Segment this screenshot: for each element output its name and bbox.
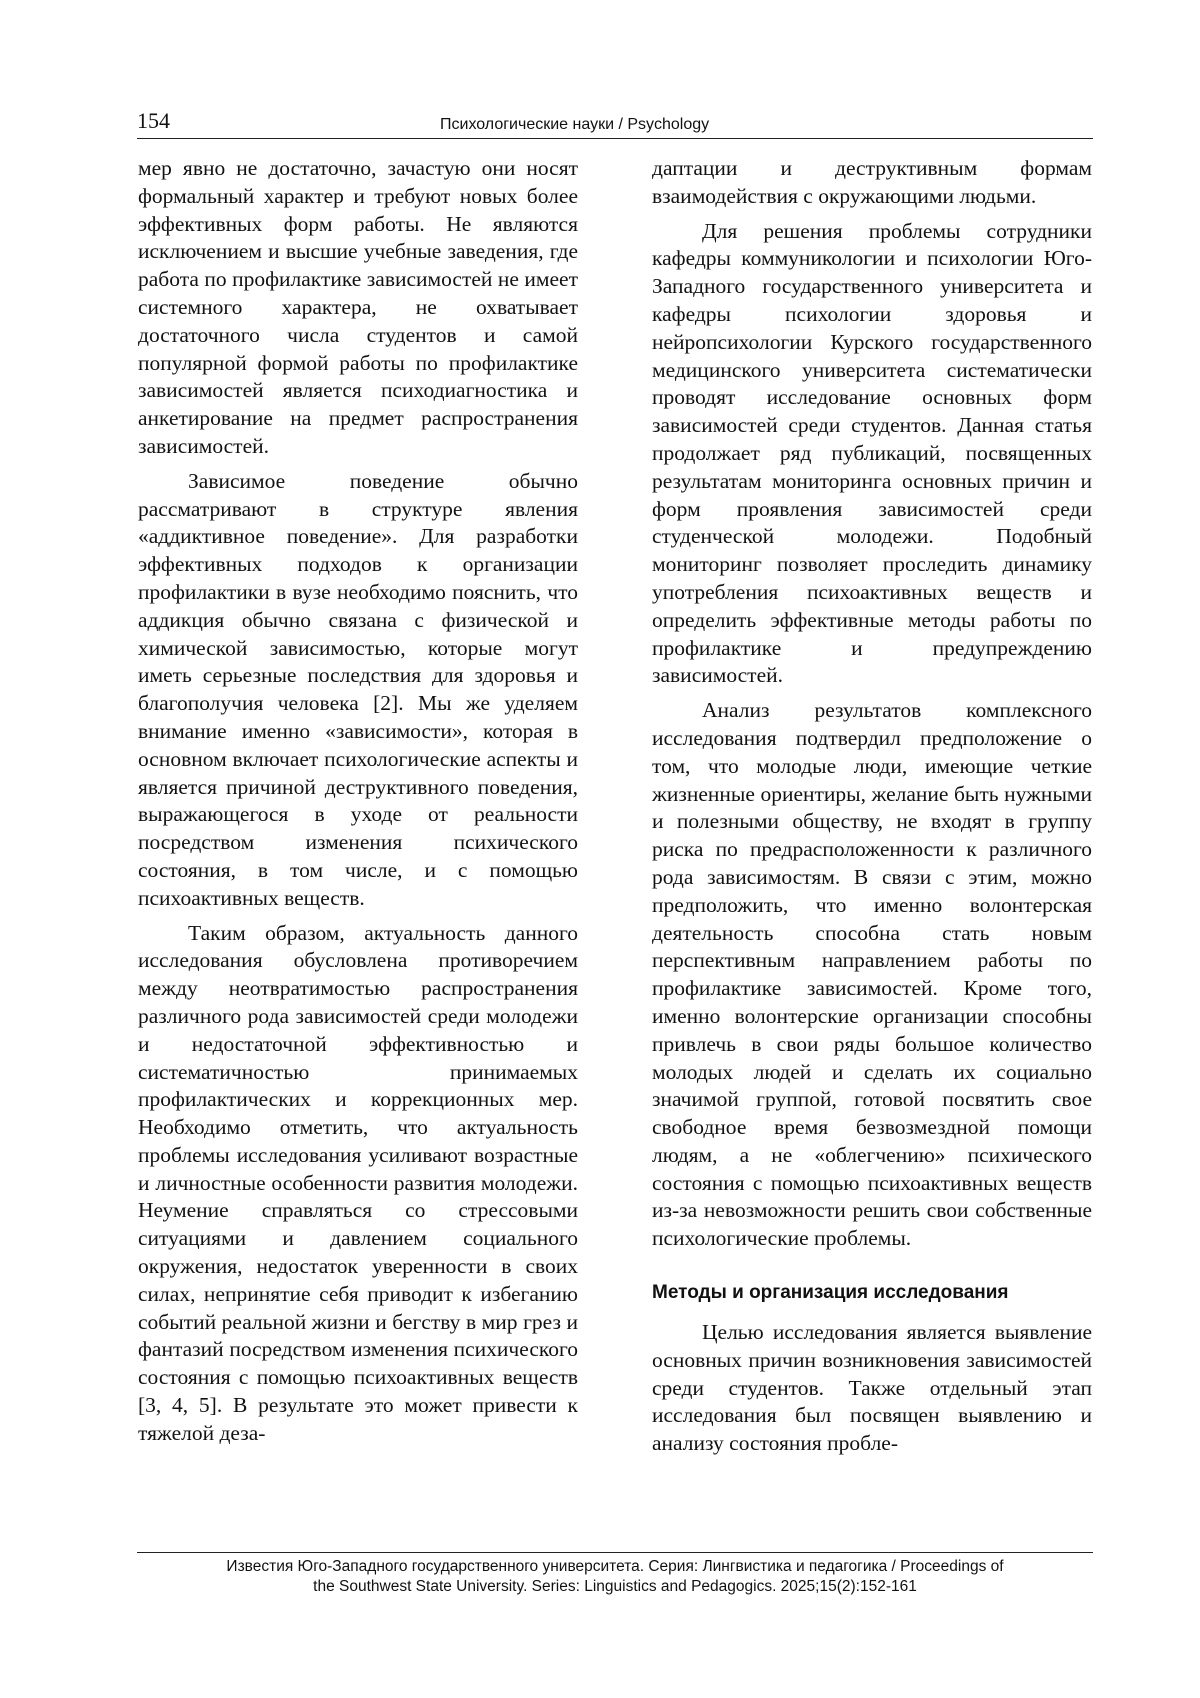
- footer-line: the Southwest State University. Series: Linguistics and Pedagogics. 2025;15(2):152-161: [313, 1578, 917, 1595]
- paragraph: Таким образом, актуальность данного исследования обусловлена противоречием между неотвратимостью распространения различного рода зависимостей среди молодежи и недостаточной эффективностью и систематичностью принимаемых профилактических и коррекционных мер. Необходимо отметить, что актуальность проблемы исследования усиливают возрастные и личностные особенности развития молодежи. Неумение справляться со стрессовыми ситуациями и давлением социального окружения, недостаток уверенности в своих силах, непринятие себя приводит к избеганию событий реальной жизни и бегству в мир грез и фантазий посредством изменения психического состояния с помощью психоактивных веществ [3, 4, 5]. В результате это может привести к тяжелой деза-: [138, 920, 578, 1445]
- footer-divider: [137, 1552, 1093, 1553]
- left-column: [138, 155, 578, 1455]
- paragraph: Зависимое поведение обычно рассматривают в структуре явления «аддиктивное поведение». Для разработки эффективных подходов к организации профилактики в вузе необходимо пояснить, что аддикция обычно связана с физической и химической зависимостью, которые могут иметь серьезные последствия для здоровья и благополучия человека [2]. Мы же уделяем внимание именно «зависимости», которая в основном включает психологические аспекты и является причиной деструктивного поведения, выражающегося в уходе от реальности посредством изменения психического состояния, в том числе, и с помощью психоактивных веществ.: [138, 468, 578, 910]
- paragraph: Целью исследования является выявление основных причин возникновения зависимостей среди студентов. Также отдельный этап исследования был посвящен выявлению и анализу состояния пробле-: [652, 1320, 1092, 1456]
- footer-line: Известия Юго-Западного государственного университета. Серия: Лингвистика и педагогика / Proceedings of: [226, 1558, 1004, 1575]
- paragraph: Анализ результатов комплексного исследования подтвердил предположение о том, что молодые люди, имеющие четкие жизненные ориентиры, желание быть нужными и полезными обществу, не входят в группу риска по предрасположенности к различного рода зависимостям. В связи с этим, можно предположить, что именно волонтерская деятельность способна стать новым перспективным направлением работы по профилактике зависимостей. Кроме того, именно волонтерские организации способны привлечь в свои ряды большое количество молодых людей и сделать их социально значимой группой, готовой посвятить свое свободное время безвозмездной помощи людям, а не «облегчению» психического состояния с помощью психоактивных веществ из-за невозможности решить свои собственные психологические проблемы.: [652, 698, 1092, 1251]
- running-title: Психологические науки / Psychology: [440, 116, 710, 133]
- paragraph: даптации и деструктивным формам взаимодействия с окружающими людьми.: [652, 156, 1092, 208]
- header-divider: [137, 138, 1093, 139]
- page-number: 154: [137, 108, 170, 133]
- paragraph: мер явно не достаточно, зачастую они носят формальный характер и требуют новых более эффективных форм работы. Не являются исключением и высшие учебные заведения, где работа по профилактике зависимостей не имеет системного характера, не охватывает достаточного числа студентов и самой популярной формой работы по профилактике зависимостей является психодиагностика и анкетирование на предмет распространения зависимостей.: [138, 156, 578, 458]
- footer-citation: [137, 1557, 1093, 1597]
- right-column: [652, 155, 1092, 1465]
- section-heading: Методы и организация исследования: [652, 1282, 1009, 1304]
- paragraph: Для решения проблемы сотрудники кафедры коммуникологии и психологии Юго-Западного государственного университета и кафедры психологии здоровья и нейропсихологии Курского государственного медицинского университета систематически проводят исследование основных форм зависимостей среди студентов. Данная статья продолжает ряд публикаций, посвященных результатам мониторинга основных причин и форм проявления зависимостей среди студенческой молодежи. Подобный мониторинг позволяет проследить динамику употребления психоактивных веществ и определить эффективные методы работы по профилактике и предупреждению зависимостей.: [652, 218, 1092, 688]
